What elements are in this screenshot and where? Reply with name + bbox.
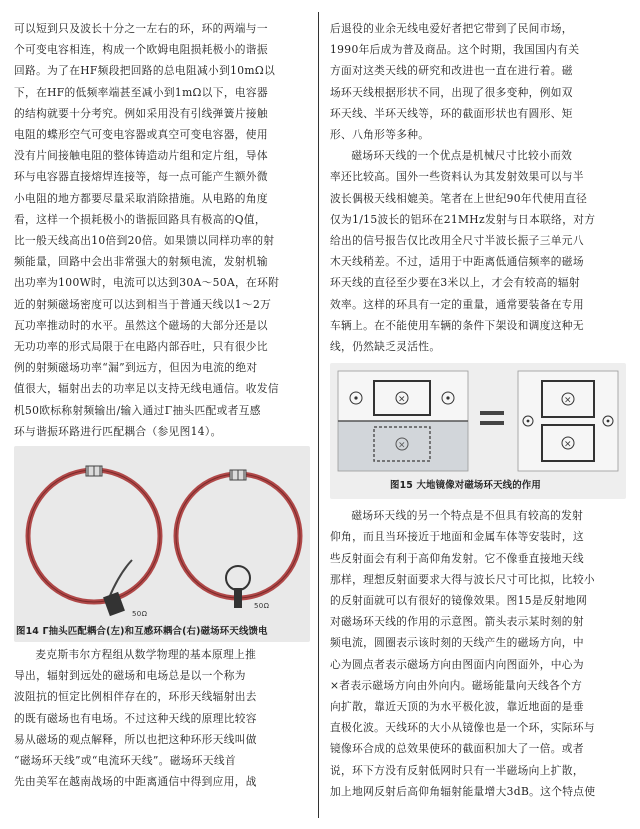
right-paragraph-1 (330, 18, 626, 145)
figure-15-illustration (330, 363, 626, 477)
left-paragraph-2 (14, 644, 310, 792)
text-line: 没有片间接触电阻的整体铸造动片组和定片组，导体 (14, 149, 268, 163)
text-line: 说，环下方没有反射低网时只有一半磁场向上扩散， (330, 763, 584, 777)
text-line: 波阻抗的恒定比例相伴存在的，环形天线辐射出去 (14, 690, 257, 704)
text-line: 环与电容器直接熔焊连接等，每一点可能产生额外微 (14, 170, 268, 184)
text-line: 环与谐振环路进行匹配耦合（参见图14）。 (14, 424, 222, 438)
text-line: 环天线的直径至少要在3米以上，才会有较高的辐射 (330, 276, 580, 290)
text-line: 环天线、半环天线等，环的截面形状也有圆形、矩 (330, 106, 573, 120)
text-line: 可以短到只及波长十分之一左右的环，环的两端与一 (14, 22, 268, 35)
text-line: 麦克斯韦尔方程组从数学物理的基本原理上推 (35, 648, 257, 662)
text-line: 磁场环天线的另一个特点是不但具有较高的发射 (351, 509, 584, 523)
figure-14 (14, 446, 310, 642)
text-line: 些反射面会有利于高仰角发射。它不像垂直接地天线 (330, 551, 584, 565)
figure-15-caption: 图15 大地镜像对磁场环天线的作用 (390, 480, 541, 492)
figure-14-illustration (14, 446, 310, 622)
text-line: “磁场环天线”或“电流环天线”。磁场环天线首 (14, 754, 236, 768)
text-line: 那样，理想反射面要求大得与波长尺寸可比拟，比较小 (330, 572, 595, 586)
text-line: 后退役的业余无线电爱好者把它带到了民间市场， (330, 22, 573, 35)
text-line: 效率。这样的环具有一定的重量，通常要装备在专用 (330, 297, 584, 311)
text-line: 磁场环天线的一个优点是机械尺寸比较小而效 (351, 149, 573, 163)
svg-text:×: × (398, 440, 406, 451)
text-line: 对磁场环天线的作用的示意图。箭头表示某时刻的射 (330, 615, 584, 629)
text-line: 个可变电容相连，构成一个欧姆电阻损耗极小的谐振 (14, 43, 268, 57)
text-line: ×者表示磁场方向由外向内。磁场能量向天线各个方 (330, 678, 583, 692)
text-line: 给出的信号报告仅比改用全尺寸半波长振子三单元八 (330, 234, 584, 248)
column-divider (318, 12, 319, 818)
text-line: 加上地网反射后高仰角辐射能量增大3dB。这个特点使 (330, 784, 596, 798)
text-line: 心为圆点者表示磁场方向由图面内向图面外，中心为 (330, 657, 584, 671)
text-line: 频能量，回路中会出非常强大的射频电流，发射机输 (14, 255, 268, 269)
text-line: 例的射频磁场功率“漏”到远方，但因为电流的绝对 (14, 361, 258, 375)
text-line: 看，这样一个损耗极小的谐振回路具有极高的Q值， (14, 212, 266, 226)
left-column (14, 18, 310, 792)
text-line: 波长偶极天线相媲美。笔者在上世纪90年代使用直径 (330, 191, 588, 205)
left-paragraph-1 (14, 18, 310, 442)
text-line: 木天线稍差。不过，适用于中距离低通信频率的磁场 (330, 255, 584, 269)
text-line: 线，仍然缺乏灵活性。 (330, 340, 441, 354)
text-line: 导出，辐射到远处的磁场和电场总是以一个称为 (14, 669, 246, 683)
svg-text:×: × (398, 394, 406, 405)
text-line: 无功功率的形式局限于在电路内部吞吐，只有很少比 (14, 340, 268, 354)
right-column (330, 18, 626, 802)
text-line: 仰角，而且当环接近于地面和金属车体等安装时，这 (330, 530, 584, 544)
text-line: 直极化波。天线环的大小从镜像也是一个环，实际环与 (330, 721, 595, 735)
text-line: 值很大，辐射出去的功率足以支持无线电通信。收发信 (14, 382, 279, 396)
figure-14-right-label: 50Ω (254, 602, 270, 611)
figure-14-left-label: 50Ω (132, 610, 148, 619)
text-line: 回路。为了在HF频段把回路的总电阻减小到10mΩ以 (14, 64, 276, 78)
text-line: 车辆上。在不能使用车辆的条件下架设和调度这种无 (330, 318, 584, 332)
text-line: 机50欧标称射频输出/输入通过Γ抽头匹配或者互感 (14, 403, 261, 417)
svg-text:×: × (564, 395, 572, 406)
right-paragraph-2 (330, 145, 626, 357)
text-line: 频电流，圆圈表示该时刻的天线产生的磁场方向，中 (330, 636, 584, 650)
text-line: 的结构就要十分考究。例如采用没有引线弹簧片接触 (14, 106, 268, 120)
text-line: 的反射面就可以有很好的镜像效果。图15是反射地网 (330, 594, 588, 608)
figure-15 (330, 363, 626, 499)
text-line: 下，在HF的低频率端甚至减小到1mΩ以下，电容器 (14, 85, 268, 99)
text-line: 1990年后成为普及商品。这个时期，我国国内有关 (330, 43, 580, 57)
text-line: 易从磁场的观点解释，所以也把这种环形天线叫做 (14, 732, 257, 746)
text-line: 形、八角形等多种。 (330, 128, 430, 142)
text-line: 瓦功率推动时的水平。虽然这个磁场的大部分还是以 (14, 318, 268, 332)
text-line: 方面对这类天线的研究和改进也一直在进行着。磁 (330, 64, 573, 78)
text-line: 向扩散，靠近天顶的为水平极化波，靠近地面的是垂 (330, 700, 584, 714)
text-line: 的既有磁场也有电场。不过这种天线的原理比较容 (14, 711, 257, 725)
text-line: 仅为1/15波长的铝环在21MHz发射与日本联络，对方 (330, 212, 596, 226)
right-paragraph-3 (330, 505, 626, 802)
figure-14-caption: 图14 Γ抽头匹配耦合(左)和互感环耦合(右)磁场环天线馈电 (16, 626, 268, 638)
text-line: 率还比较高。国外一些资料认为其发射效果可以与半 (330, 170, 584, 184)
text-line: 镜像环合成的总效果使环的截面积加大了一倍。或者 (330, 742, 584, 756)
text-line: 电阻的蝶形空气可变电容器或真空可变电容器，使用 (14, 128, 268, 142)
text-line: 出功率为100W时，电流可以达到30A～50A，在环附 (14, 276, 280, 290)
text-line: 先由美军在越南战场的中距离通信中得到应用，战 (14, 775, 257, 789)
text-line: 比一般天线高出10倍到20倍。如果馈以同样功率的射 (14, 234, 275, 248)
text-line: 近的射频磁场密度可以达到相当于普通天线以1～2万 (14, 297, 272, 311)
text-line: 场环天线根据形状不同，出现了很多变种，例如双 (330, 85, 573, 99)
text-line: 小电阻的地方都要尽量采取消除措施。从电路的角度 (14, 191, 268, 205)
svg-text:×: × (564, 439, 572, 450)
